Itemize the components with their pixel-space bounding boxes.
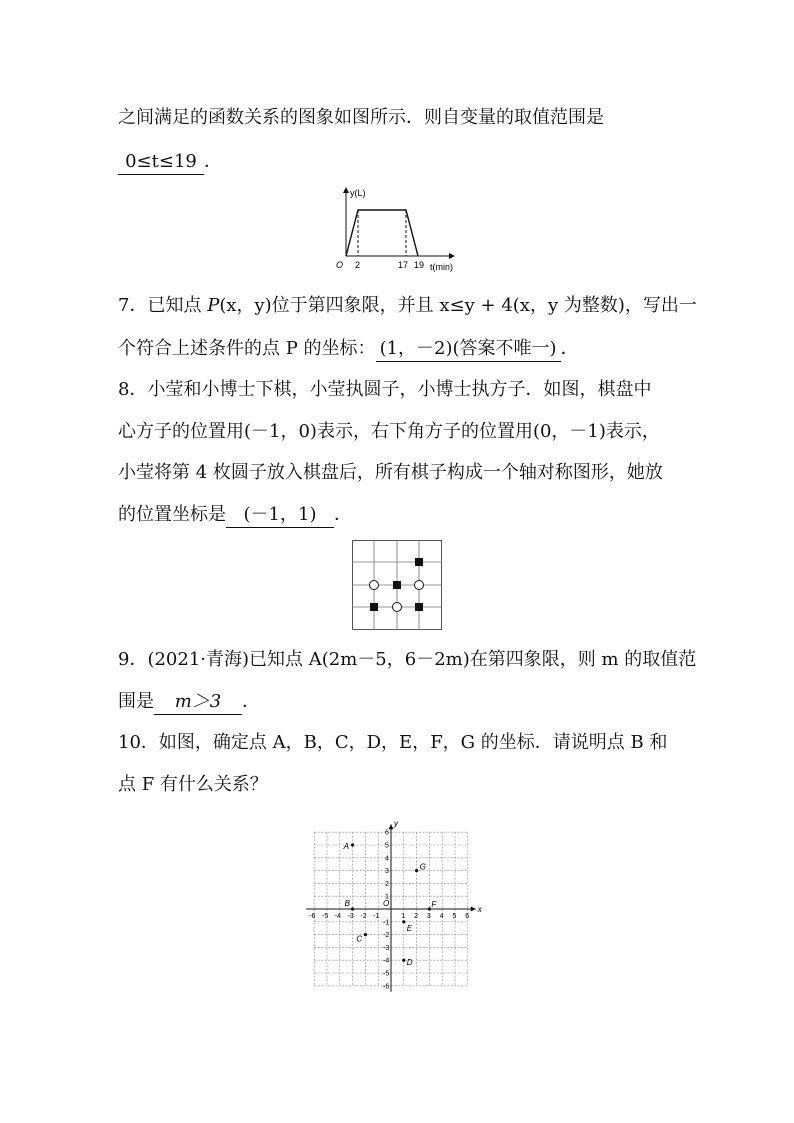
y-tick-label: -6	[383, 983, 390, 991]
q7-line2	[118, 337, 579, 362]
point-C	[364, 933, 367, 936]
x-axis-label: x	[477, 905, 482, 914]
square-piece	[415, 603, 423, 611]
y-tick-label: 2	[385, 880, 389, 888]
y-tick-label: -5	[383, 970, 390, 978]
q6-trail: ．	[204, 151, 222, 172]
point-label-E: E	[406, 923, 413, 933]
q7-point-p: P	[207, 295, 220, 316]
q8-line1: 8．小莹和小博士下棋，小莹执圆子，小博士执方子．如图，棋盘中	[118, 379, 652, 400]
x-tick-label: 4	[439, 913, 444, 920]
origin-label: O	[383, 899, 390, 908]
q6-answer-line	[118, 150, 222, 175]
point-label-B: B	[344, 899, 350, 908]
q9-answer: m＞3	[154, 690, 242, 715]
x-tick-label: -6	[309, 913, 316, 920]
x-tick-label: 1	[401, 913, 406, 920]
x-axis-arrow	[471, 907, 476, 912]
q6-tick-17: 17	[398, 260, 409, 270]
q6-tick-2: 2	[355, 260, 361, 270]
q7-line2-text: 个符合上述条件的点 P 的坐标：	[118, 338, 376, 359]
y-tick-label: -2	[383, 932, 390, 940]
q8-line3: 小莹将第 4 枚圆子放入棋盘后，所有棋子构成一个轴对称图形，她放	[118, 462, 663, 483]
q7-prefix: 7．已知点	[118, 295, 208, 316]
q7-rest: (x，y)位于第四象限，并且 x≤y + 4(x，y 为整数)，写出一	[219, 295, 697, 316]
q10-line1: 10．如图，确定点 A，B，C，D，E，F，G 的坐标．请说明点 B 和	[118, 732, 668, 753]
circle-piece	[393, 603, 402, 612]
x-tick-label: 2	[414, 913, 419, 920]
q6-line1: 之间满足的函数关系的图象如图所示．则自变量的取值范围是	[118, 107, 604, 128]
point-label-F: F	[431, 900, 437, 909]
y-tick-label: 4	[385, 855, 389, 863]
y-tick-label: -4	[383, 957, 390, 965]
q8-line4	[118, 503, 352, 528]
x-tick-label: 6	[465, 913, 470, 920]
point-label-A: A	[343, 842, 349, 851]
circle-piece	[370, 581, 379, 590]
circle-piece	[415, 581, 424, 590]
x-tick-label: 3	[426, 913, 431, 920]
q7-trail: ．	[560, 338, 579, 359]
q9-trail: ．	[242, 691, 260, 712]
q6-x-label: t(min)	[430, 262, 453, 272]
point-A	[351, 843, 354, 846]
y-axis-arrow	[389, 824, 394, 829]
q8-chessboard	[352, 540, 442, 630]
point-label-D: D	[406, 958, 413, 968]
x-tick-label: -2	[360, 913, 367, 920]
q9-line2	[118, 690, 260, 715]
q9-line1: 9．(2021·青海)已知点 A(2m－5，6－2m)在第四象限，则 m 的取值范	[118, 649, 697, 670]
point-E	[402, 920, 405, 923]
q8-line2: 心方子的位置用(－1，0)表示，右下角方子的位置用(0，－1)表示，	[118, 421, 660, 442]
q6-origin: O	[336, 260, 344, 270]
square-piece	[370, 603, 378, 611]
point-B	[351, 907, 354, 910]
y-tick-label: 3	[385, 868, 389, 876]
q8-answer: (－1，1)	[226, 503, 334, 528]
y-tick-label: -1	[383, 919, 390, 927]
q10-coordinate-grid	[305, 815, 490, 995]
x-tick-label: -4	[334, 913, 342, 920]
y-tick-label: 5	[385, 842, 389, 850]
point-label-G: G	[419, 862, 426, 872]
q6-answer: 0≤t≤19	[118, 150, 204, 175]
q9-line2-text: 围是	[118, 691, 154, 712]
x-tick-label: 5	[452, 913, 457, 920]
point-G	[415, 869, 418, 872]
x-tick-label: -1	[373, 913, 380, 920]
x-tick-label: -3	[347, 913, 354, 920]
q6-function-graph	[330, 184, 470, 276]
q7-answer: (1，－2)(答案不唯一)	[376, 337, 561, 362]
q8-trail: ．	[334, 504, 352, 525]
y-tick-label: 1	[385, 893, 389, 901]
square-piece	[415, 558, 423, 566]
q10-line2: 点 F 有什么关系？	[118, 774, 268, 795]
point-D	[402, 959, 405, 962]
q7-line1	[118, 294, 697, 318]
y-tick-label: -3	[383, 944, 390, 952]
y-axis-label: y	[394, 819, 398, 829]
q8-line4-text: 的位置坐标是	[118, 504, 226, 525]
square-piece	[393, 581, 401, 589]
q6-tick-19: 19	[414, 260, 425, 270]
point-label-C: C	[356, 934, 363, 944]
q6-y-label: y(L)	[350, 188, 366, 198]
x-tick-label: -5	[322, 913, 329, 920]
y-tick-label: 6	[385, 829, 389, 837]
q6-trapezoid-line	[346, 210, 418, 256]
